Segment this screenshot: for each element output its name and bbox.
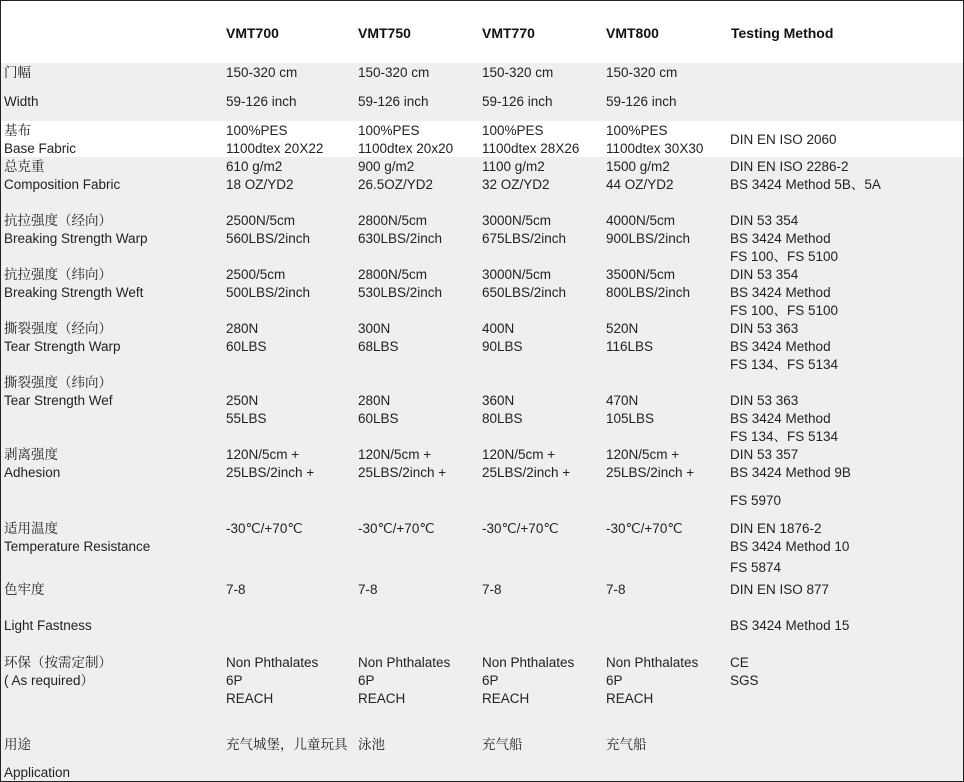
cell: 2500/5cm — [226, 267, 286, 282]
cell: Non Phthalates — [358, 655, 451, 670]
cell: 100%PES — [358, 123, 420, 138]
header-vmt800: VMT800 — [606, 25, 659, 41]
row-label-en: ( As required） — [4, 673, 95, 688]
cell: 59-126 inch — [226, 94, 297, 109]
method-cell: DIN EN 1876-2 — [730, 521, 822, 536]
row-label-cn: 抗拉强度（经向） — [4, 213, 112, 228]
cell: 470N — [606, 393, 639, 408]
cell: 120N/5cm + — [358, 447, 432, 462]
cell: 26.5OZ/YD2 — [358, 177, 434, 192]
cell: 6P — [482, 673, 499, 688]
header-vmt750: VMT750 — [358, 25, 411, 41]
cell: -30℃/+70℃ — [226, 521, 303, 536]
row-label-en: Light Fastness — [4, 618, 92, 633]
cell: 6P — [358, 673, 375, 688]
method-cell: FS 5874 — [730, 560, 782, 575]
row-label-en: Tear Strength Warp — [4, 339, 121, 354]
cell: 充气船 — [606, 737, 647, 752]
header-vmt770: VMT770 — [482, 25, 535, 41]
method-cell: DIN EN ISO 2286-2 — [730, 159, 849, 174]
cell: 120N/5cm + — [606, 447, 680, 462]
cell: -30℃/+70℃ — [482, 521, 559, 536]
method-cell: CE — [730, 655, 749, 670]
cell: 280N — [358, 393, 391, 408]
method-cell: DIN 53 363 — [730, 321, 799, 336]
cell: 100%PES — [226, 123, 288, 138]
header-vmt700: VMT700 — [226, 25, 279, 41]
cell: REACH — [226, 691, 274, 706]
cell: 7-8 — [358, 582, 378, 597]
row-label-cn: 环保（按需定制） — [4, 655, 112, 670]
row-label-en: Base Fabric — [4, 141, 77, 156]
cell: 500LBS/2inch — [226, 285, 311, 300]
cell: 7-8 — [606, 582, 626, 597]
cell: 2800N/5cm — [358, 267, 428, 282]
row-label-cn: 撕裂强度（纬向） — [4, 375, 112, 390]
cell: 2500N/5cm — [226, 213, 296, 228]
method-cell: DIN EN ISO 877 — [730, 582, 830, 597]
row-label-en: Composition Fabric — [4, 177, 121, 192]
cell: 610 g/m2 — [226, 159, 283, 174]
cell: Non Phthalates — [606, 655, 699, 670]
cell: 59-126 inch — [358, 94, 429, 109]
row-label-en: Breaking Strength Warp — [4, 231, 148, 246]
row-label-en: Breaking Strength Weft — [4, 285, 144, 300]
cell: Non Phthalates — [482, 655, 575, 670]
cell: 250N — [226, 393, 259, 408]
cell: 25LBS/2inch + — [606, 465, 695, 480]
cell: 25LBS/2inch + — [358, 465, 447, 480]
method-cell: DIN EN ISO 2060 — [730, 132, 837, 147]
cell: 280N — [226, 321, 259, 336]
cell: 18 OZ/YD2 — [226, 177, 294, 192]
method-cell: BS 3424 Method 9B — [730, 465, 851, 480]
cell: 100%PES — [482, 123, 544, 138]
cell: 150-320 cm — [226, 65, 298, 80]
cell: 6P — [226, 673, 243, 688]
cell: 2800N/5cm — [358, 213, 428, 228]
cell: 300N — [358, 321, 391, 336]
cell: 650LBS/2inch — [482, 285, 567, 300]
cell: 55LBS — [226, 411, 267, 426]
method-cell: FS 134、FS 5134 — [730, 429, 839, 444]
cell: 59-126 inch — [482, 94, 553, 109]
method-cell: BS 3424 Method 10 — [730, 539, 850, 554]
row-label-en: Tear Strength Wef — [4, 393, 113, 408]
method-cell: DIN 53 354 — [730, 213, 799, 228]
row-label-en: Temperature Resistance — [4, 539, 151, 554]
cell: 32 OZ/YD2 — [482, 177, 550, 192]
cell: 4000N/5cm — [606, 213, 676, 228]
method-cell: FS 100、FS 5100 — [730, 303, 839, 318]
cell: 充气船 — [482, 737, 523, 752]
cell: 800LBS/2inch — [606, 285, 691, 300]
cell: 105LBS — [606, 411, 655, 426]
cell: REACH — [606, 691, 654, 706]
cell: 400N — [482, 321, 515, 336]
cell: 530LBS/2inch — [358, 285, 443, 300]
cell: 630LBS/2inch — [358, 231, 443, 246]
row-label: 门幅 — [4, 65, 31, 80]
cell: 59-126 inch — [606, 94, 677, 109]
cell: 3000N/5cm — [482, 267, 552, 282]
cell: 120N/5cm + — [226, 447, 300, 462]
cell: 80LBS — [482, 411, 523, 426]
cell: 1100dtex 20x20 — [358, 141, 454, 156]
cell: 25LBS/2inch + — [482, 465, 571, 480]
method-cell: BS 3424 Method 15 — [730, 618, 850, 633]
cell: 1100dtex 28X26 — [482, 141, 580, 156]
cell: 900 g/m2 — [358, 159, 415, 174]
cell: REACH — [482, 691, 530, 706]
row-label-cn: 用途 — [4, 737, 31, 752]
method-cell: BS 3424 Method — [730, 231, 831, 246]
cell: 25LBS/2inch + — [226, 465, 315, 480]
cell: 68LBS — [358, 339, 399, 354]
cell: -30℃/+70℃ — [358, 521, 435, 536]
row-label-cn: 撕裂强度（经向） — [4, 321, 112, 336]
method-cell: DIN 53 354 — [730, 267, 799, 282]
cell: 150-320 cm — [482, 65, 554, 80]
cell: 150-320 cm — [606, 65, 678, 80]
cell: REACH — [358, 691, 406, 706]
row-label-en: Adhesion — [4, 465, 61, 480]
header-testing-method: Testing Method — [731, 25, 834, 41]
method-cell: BS 3424 Method — [730, 285, 831, 300]
cell: 7-8 — [482, 582, 502, 597]
row-label-cn: 基布 — [4, 123, 31, 138]
method-cell: FS 134、FS 5134 — [730, 357, 839, 372]
cell: 6P — [606, 673, 623, 688]
cell: 900LBS/2inch — [606, 231, 691, 246]
row-label-cn: 适用温度 — [4, 521, 58, 536]
cell: 520N — [606, 321, 639, 336]
cell: 44 OZ/YD2 — [606, 177, 674, 192]
cell: 3500N/5cm — [606, 267, 676, 282]
method-cell: SGS — [730, 673, 759, 688]
cell: 360N — [482, 393, 515, 408]
cell: -30℃/+70℃ — [606, 521, 683, 536]
row-label-cn: 抗拉强度（纬向） — [4, 267, 112, 282]
method-cell: DIN 53 363 — [730, 393, 799, 408]
method-cell: BS 3424 Method — [730, 411, 831, 426]
row-label-cn: 总克重 — [4, 159, 45, 174]
cell: 150-320 cm — [358, 65, 430, 80]
cell: 1500 g/m2 — [606, 159, 670, 174]
cell: 1100 g/m2 — [482, 159, 545, 174]
cell: Non Phthalates — [226, 655, 319, 670]
row-label-cn: 色牢度 — [4, 582, 45, 597]
cell: 60LBS — [358, 411, 399, 426]
row-label-en: Application — [4, 765, 71, 780]
method-cell: BS 3424 Method 5B、5A — [730, 177, 881, 192]
cell: 充气城堡，儿童玩具 — [226, 737, 348, 752]
cell: 1100dtex 30X30 — [606, 141, 704, 156]
cell: 116LBS — [606, 339, 654, 354]
method-cell: BS 3424 Method — [730, 339, 831, 354]
cell: 120N/5cm + — [482, 447, 556, 462]
cell: 90LBS — [482, 339, 523, 354]
cell: 60LBS — [226, 339, 267, 354]
cell: 7-8 — [226, 582, 246, 597]
cell: 100%PES — [606, 123, 668, 138]
method-cell: DIN 53 357 — [730, 447, 799, 462]
method-cell: FS 100、FS 5100 — [730, 249, 839, 264]
row-label-cn: 剥离强度 — [4, 447, 58, 462]
row-label: Width — [4, 94, 39, 109]
cell: 560LBS/2inch — [226, 231, 311, 246]
cell: 1100dtex 20X22 — [226, 141, 324, 156]
method-cell: FS 5970 — [730, 493, 782, 508]
cell: 泳池 — [358, 737, 385, 752]
cell: 675LBS/2inch — [482, 231, 567, 246]
cell: 3000N/5cm — [482, 213, 552, 228]
